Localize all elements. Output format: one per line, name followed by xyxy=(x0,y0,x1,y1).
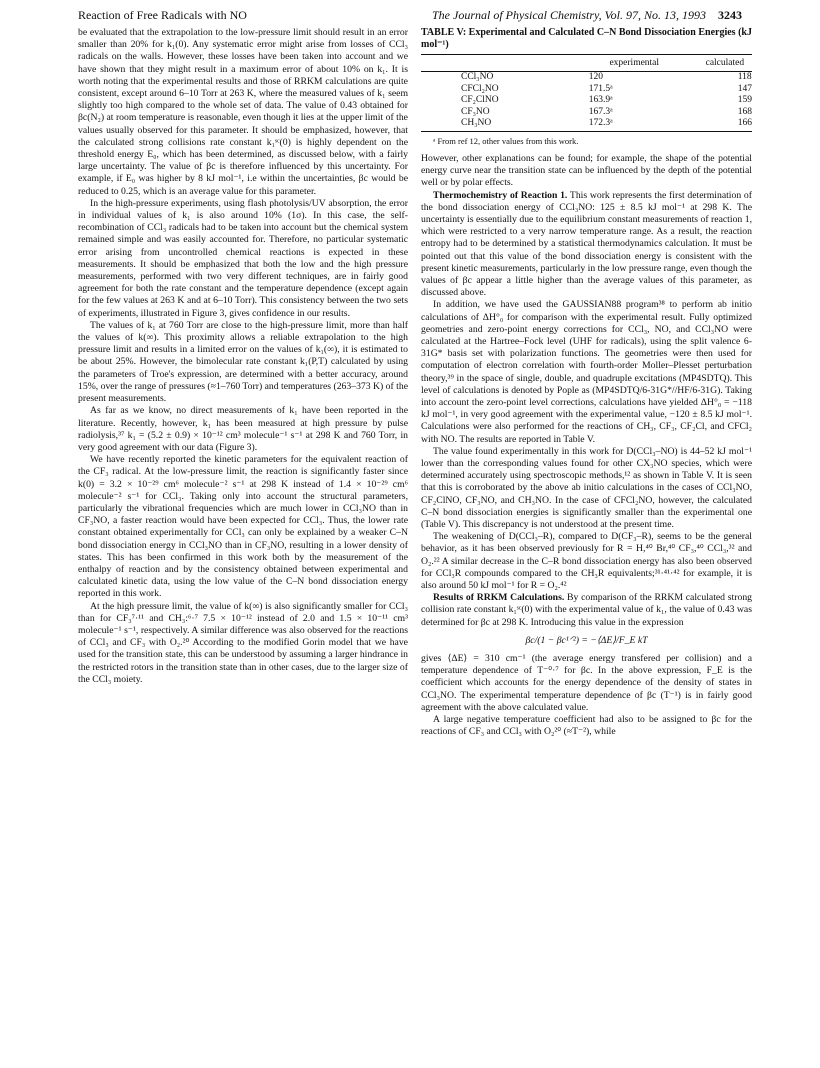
table-header: experimental xyxy=(571,55,698,72)
table-header xyxy=(421,55,571,72)
table-row xyxy=(421,84,752,96)
table-cell: CF₃NO xyxy=(461,106,490,117)
table-row xyxy=(421,107,752,119)
paragraph: The value found experimentally in this work for D(CCl₃–NO) is 44–52 kJ mol⁻¹ lower than the corresponding values found for other CX₃NO species, which were determined accurately using spectroscopic methods,¹² as shown in Table V. It is seen that this is corroborated by the above ab initio calculations in the cases of CCl₃NO, CF₂ClNO, CF₃NO, and CH₃NO. In the case of CFCl₂NO, however, the calculated C–N bond dissociation energies is significantly smaller than the experimental one (Table V). This discrepancy is not understood at the present time. xyxy=(421,445,752,530)
paragraph: We have recently reported the kinetic parameters for the equivalent reaction of the CF₃ radical. At the low-pressure limit, the reaction is significantly faster since k(0) = 3.2 × 10⁻²⁹ cm⁶ molecule⁻² s⁻¹ at 298 K instead of 1.4 × 10⁻²⁹ cm⁶ molecule⁻² s⁻¹ for CCl₃. Taking only into account the structural parameters, particularly the vibrational frequencies which are much lower in CCl₃NO than in CF₃NO, a faster reaction would have been expected for CCl₃. Thus, the lower rate constant obtained experimentally for CCl₃ can only be explained by a weaker C–N bond dissociation energy in CCl₃NO than in CF₃NO, resulting in a lower density of states. This has been confirmed in this work both by the measurement of the enthalpy of reaction and by the consistency obtained between experimental and calculated kinetic data, using the low value of the C–N bond dissociation energy reported in this work. xyxy=(78,454,408,600)
bond-energy-table xyxy=(421,54,752,132)
page-number: 3243 xyxy=(718,7,742,22)
running-title: Reaction of Free Radicals with NO xyxy=(78,7,247,22)
paragraph: The values of k₁ at 760 Torr are close to the high-pressure limit, more than half the values of k(∞). This proximity allows a reliable extrapolation to the high pressure limit and results in a limited error on the values of k₁(∞), it is estimated to be about 25%. However, the bimolecular rate constant k₁(P,T) calculated by using the parameters of Troe's expression, are determined with a better accuracy, around 15%, over the range of pressures (≈1–760 Torr) and temperatures (263–373 K) of the present measurements. xyxy=(78,319,408,405)
table-cell: 120 xyxy=(588,72,603,83)
paragraph: As far as we know, no direct measurements of k₁ have been reported in the literature. Recently, however, k₁ has been measured at high pressure by pulse radiolysis,³⁷ k₁ = (5.2 ± 0.9) × 10⁻¹² cm³ molecule⁻¹ s⁻¹ at 298 K and 760 Torr, in very good agreement with our data (Figure 3). xyxy=(78,405,408,453)
table-cell: 167.3ᵃ xyxy=(588,106,613,117)
left-column xyxy=(78,27,408,686)
table-row xyxy=(421,72,752,84)
table-cell: 147 xyxy=(737,83,752,94)
table-cell: 172.3ᵃ xyxy=(571,118,698,131)
section-heading: Results of RRKM Calculations. xyxy=(433,592,565,604)
table-caption: TABLE V: Experimental and Calculated C–N Bond Dissociation Energies (kJ mol⁻¹) xyxy=(421,27,752,50)
table-cell: 118 xyxy=(737,72,752,83)
table-cell: 163.9ᵃ xyxy=(588,95,613,106)
running-header xyxy=(78,5,742,25)
paragraph-text: This work represents the first determination of the bond dissociation energy of CCl₃NO: 125 ± 8.5 kJ mol⁻¹ at 298 K. The uncertainty is essentially due to the equilibrium constant measurements of reaction 1, which were restricted to a very narrow temperature range. As a result, the reaction entropy had to be determined by a statistical thermodynamics calculation. It must be pointed out that this value of the bond dissociation energy is consistent with the present kinetic measurements, particularly in the low pressure range, even though the values of βc appear a little higher than the average values of this parameter, as discussed above. xyxy=(421,189,752,299)
paragraph: be evaluated that the extrapolation to the low-pressure limit should result in an error smaller than 20% for k₁(0). Any systematic error might arise from losses of CCl₃ radicals on the walls. However, these losses have been taken into account and we have shown that they might result in a maximum error of about 10% on k₁. It is worth noting that the experimental results and those of RRKM calculations are quite consistent, except around 6–10 Torr at 263 K, where the measured values of k₁ seem slightly too high compared to the whole set of data. The value of 0.43 obtained for βc(N₂) at room temperature is reasonable, even though it lies at the upper limit of the values usually observed for this parameter. It should be emphasized, however, that the calculated strong collisions rate constant k₁ˢᶜ(0) is highly dependent on the threshold energy E₀, which has been determined, as discussed below, with a fairly large uncertainty. The value of βc is therefore influenced by this uncertainty. For example, if E₀ was higher by 8 kJ mol⁻¹, i.e within the uncertainties, βc would be reduced to 0.25, which is an average value for this parameter. xyxy=(78,27,408,197)
paragraph: In the high-pressure experiments, using flash photolysis/UV absorption, the error in individual values of k₁ is also around 10% (1σ). In this case, the self-recombination of CCl₃ radicals had to be taken into account but the chemical system remained simple and was easily accounted for. Therefore, no particular systematic error arising from uncontrolled chemical reactions is expected in these measurements. It should be emphasized that both the low and the high pressure measurements, performed with two very different techniques, are in fairly good agreement for both the rate constant and the temperature dependence (except again for the few values at 263 K and at 6–10 Torr). This consistency between the two sets of experiments, illustrated in Figure 3, gives confidence in our results. xyxy=(78,197,408,319)
table-cell: 159 xyxy=(737,95,752,106)
paragraph: In addition, we have used the GAUSSIAN88 program³⁸ to perform ab initio calculations of ΔH°₀ for comparison with the experimental result. Fully optimized geometries and zero-point energy corrections for CCl₃, NO, and CCl₃NO were calculated at the Hartree–Fock level (UHF for radicals), using the split valence 6-31G* basis set with polarization functions. The geometries were then used for computation of electron correlation with fourth-order Moller–Plesset perturbation theory,³⁹ in the space of single, double, and quadruple excitations (MP4SDTQ). This level of calculations is denoted by Pople as (MP4SDTQ/6-31G*//HF/6-31G). Taking into account the zero-point level corrections, calculations have yielded ΔH°₀ = −118 kJ mol⁻¹, in very good agreement with the experimental value, −120 ± 8.5 kJ mol⁻¹. Calculations were also performed for the reactions of CH₃, CF₃, CF₂Cl, and CFCl₂ with NO. The results are reported in Table V. xyxy=(421,299,752,445)
table-cell: CF₂ClNO xyxy=(461,95,499,106)
paragraph: At the high pressure limit, the value of k(∞) is also significantly smaller for CCl₃ than for CF₃⁷·¹¹ and CH₃:⁶·⁷ 7.5 × 10⁻¹² instead of 2.0 and 1.5 × 10⁻¹¹ cm³ molecule⁻¹ s⁻¹, respectively. A similar difference was also observed for the reactions of CCl₃ and CF₃ with O₂.²⁰ According to the modified Gorin model that we have used for the transition state, this can be understood by assuming a larger hindrance in the restricted rotors in the transition state than in other cases, due to the larger size of the CCl₃ moiety. xyxy=(78,600,408,685)
table-cell: 171.5ᵃ xyxy=(588,83,613,94)
table-header: calculated xyxy=(698,55,752,72)
table-footnote: ᵃ From ref 12, other values from this work. xyxy=(433,135,579,146)
paragraph xyxy=(421,592,752,629)
paragraph-text: By comparison of the RRKM calculated strong collision rate constant k₁ˢᶜ(0) with the experimental value of k₁, the value of 0.43 was determined for βc at 298 K. Introducing this value in the expression xyxy=(421,592,753,628)
paragraph: A large negative temperature coefficient had also to be assigned to βc for the reactions of CF₃ and CCl₃ with O₂²⁰ (≈T⁻²), while xyxy=(421,714,752,738)
section-heading: Thermochemistry of Reaction 1. xyxy=(433,189,568,201)
table-cell: 166 xyxy=(698,118,752,131)
journal-citation xyxy=(432,8,742,23)
journal-name: The Journal of Physical Chemistry, Vol. 97, No. 13, 1993 xyxy=(432,7,706,22)
table-header-row xyxy=(421,55,752,72)
equation: βc/(1 − βc¹ᐟ²) = −⟨ΔE⟩/F_E kT xyxy=(525,634,648,646)
table-cell: CCl₃NO xyxy=(461,72,494,83)
paragraph: The weakening of D(CCl₃–R), compared to D(CF₃–R), seems to be the general behavior, as it has been observed previously for R = H,⁴⁰ Br,⁴⁰ CF₃,⁴⁰ CCl₃,³² and O₂.²² A similar decrease in the C–R bond dissociation energy has also been observed for CCl₃R compounds compared to the CH₃R equivalents;³¹·⁴¹·⁴² for example, it is also around 50 kJ mol⁻¹ for R = O₂.⁴² xyxy=(421,531,752,592)
paragraph: However, other explanations can be found; for example, the shape of the potential energy curve near the transition state can be influenced by the depth of the potential well or by polar effects. xyxy=(421,152,752,189)
table-cell: 168 xyxy=(737,106,752,117)
table-cell: CFCl₂NO xyxy=(461,83,499,94)
table-row xyxy=(421,95,752,107)
table-cell: CH₃NO xyxy=(421,118,571,131)
right-column xyxy=(421,27,752,738)
paragraph xyxy=(421,190,752,300)
paragraph: gives ⟨ΔE⟩ = 310 cm⁻¹ (the average energy transfered per collision) and a temperature dependence of T⁻⁰·⁷ for βc. In the above expression, F_E is the coefficient which accounts for the energy dependence of the density of states in CCl₃NO. The experimental temperature dependence of βc (T⁻¹) is in fairly good agreement with the above calculated value. xyxy=(421,653,752,713)
table-row xyxy=(421,118,752,131)
